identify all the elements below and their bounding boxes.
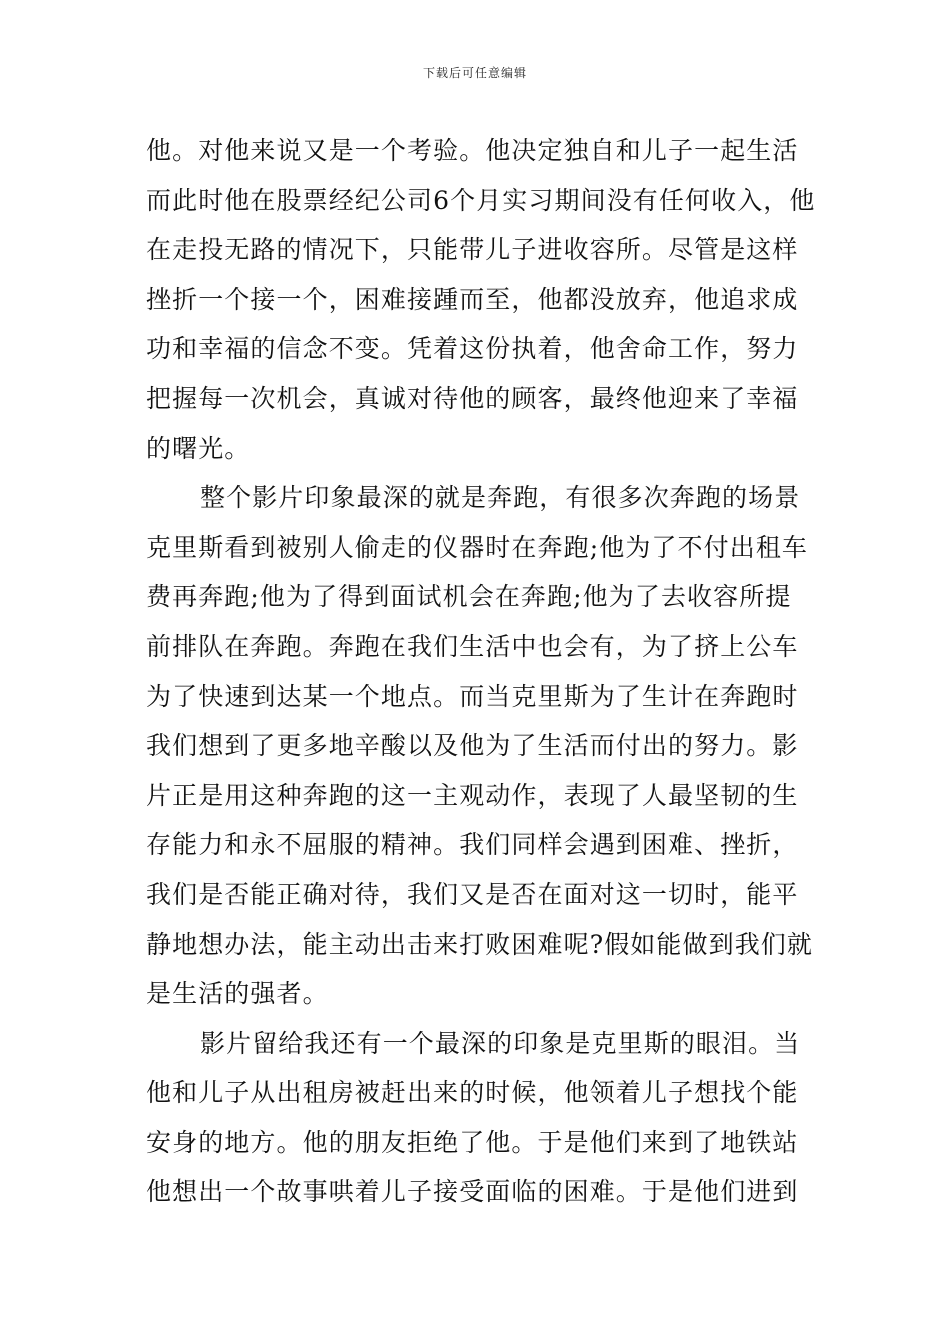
- text-line: 前排队在奔跑。奔跑在我们生活中也会有，为了挤上公车: [146, 631, 799, 661]
- text-line: 的曙光。: [146, 433, 251, 463]
- text-line: 他和儿子从出租房被赶出来的时候，他领着儿子想找个能: [146, 1078, 799, 1108]
- text-line: 静地想办法，能主动出击来打败困难呢?假如能做到我们就: [146, 929, 814, 959]
- text-line: 片正是用这种奔跑的这一主观动作，表现了人最坚韧的生: [146, 780, 799, 810]
- text-line: 而此时他在股票经纪公司6个月实习期间没有任何收入，他: [146, 185, 816, 215]
- text-line: 克里斯看到被别人偷走的仪器时在奔跑;他为了不付出租车: [146, 532, 809, 562]
- text-line: 他。对他来说又是一个考验。他决定独自和儿子一起生活: [146, 136, 799, 165]
- document-body: [146, 126, 816, 1217]
- text-line: 整个影片印象最深的就是奔跑，有很多次奔跑的场景: [200, 483, 801, 513]
- text-line: 我们是否能正确对待，我们又是否在面对这一切时，能平: [146, 879, 799, 909]
- text-line: 功和幸福的信念不变。凭着这份执着，他舍命工作，努力: [146, 334, 799, 364]
- text-line: 费再奔跑;他为了得到面试机会在奔跑;他为了去收容所提: [146, 582, 792, 612]
- page-header: 下载后可任意编辑: [422, 66, 527, 80]
- text-line: 在走投无路的情况下，只能带儿子进收容所。尽管是这样: [146, 235, 799, 265]
- text-line: 为了快速到达某一个地点。而当克里斯为了生计在奔跑时: [146, 681, 799, 711]
- text-line: 是生活的强者。: [146, 979, 329, 1009]
- text-line: 安身的地方。他的朋友拒绝了他。于是他们来到了地铁站: [146, 1127, 799, 1157]
- text-line: 存能力和永不屈服的精神。我们同样会遇到困难、挫折，: [146, 830, 799, 860]
- text-line: 影片留给我还有一个最深的印象是克里斯的眼泪。当: [200, 1028, 801, 1058]
- text-line: 我们想到了更多地辛酸以及他为了生活而付出的努力。影: [146, 731, 799, 761]
- text-line: 他想出一个故事哄着儿子接受面临的困难。于是他们进到: [146, 1177, 799, 1207]
- text-line: 挫折一个接一个，困难接踵而至，他都没放弃，他追求成: [146, 284, 799, 314]
- text-line: 把握每一次机会，真诚对待他的顾客，最终他迎来了幸福: [146, 383, 799, 413]
